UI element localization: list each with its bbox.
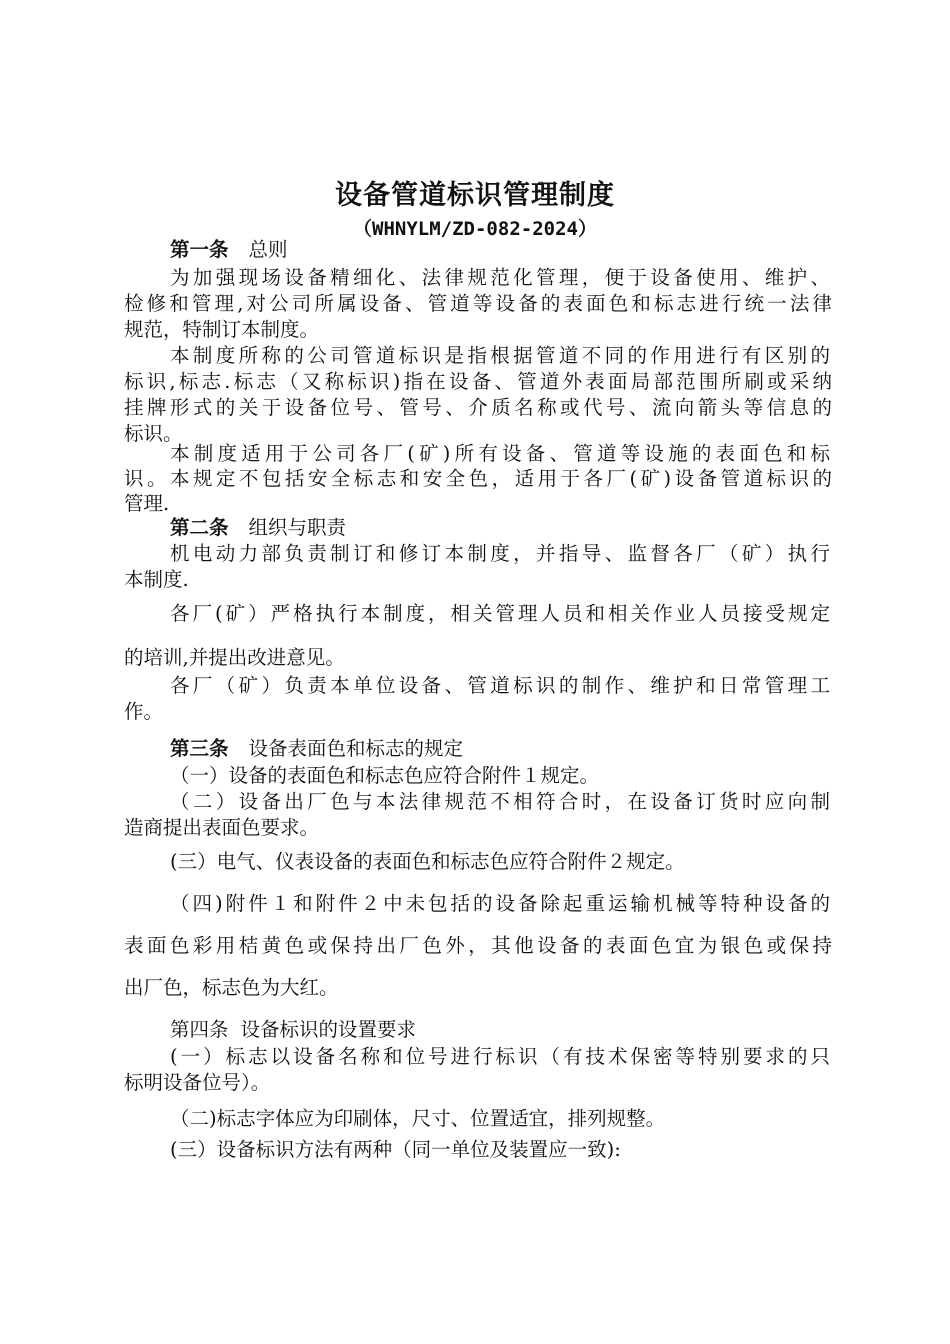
article-1-heading: 第一条 [170,238,229,261]
article-2-subheading: 组织与职责 [248,516,347,539]
article-4-heading: 第四条 [170,1018,229,1041]
paragraph-line: (三）电气、仪表设备的表面色和标志色应符合附件２规定。 [170,850,685,873]
paragraph-line: 标识,标志.标志（又称标识)指在设备、管道外表面局部范围所刷或采纳 [124,370,832,393]
document-title: 设备管道标识管理制度 [335,180,615,211]
article-3-subheading: 设备表面色和标志的规定 [248,737,464,760]
article-2-heading: 第二条 [170,516,229,539]
paragraph-line: 作。 [124,700,164,723]
paragraph-line: 挂牌形式的关于设备位号、管号、介质名称或代号、流向箭头等信息的 [124,396,832,419]
article-4-heading-line [170,1016,830,1044]
paragraph-line: （二）设备出厂色与本法律规范不相符合时，在设备订货时应向制 [170,790,830,813]
paragraph-line: 标明设备位号）。 [124,1071,271,1094]
paragraph-line: （一）设备的表面色和标志色应符合附件１规定。 [170,764,600,787]
paragraph-line: 本制度适用于公司各厂(矿)所有设备、管道等设施的表面色和标 [170,442,830,465]
paragraph-line: 表面色彩用桔黄色或保持出厂色外，其他设备的表面色宜为银色或保持 [124,934,832,957]
paragraph-line: （二)标志字体应为印刷体，尺寸、位置适宜，排列规整。 [170,1107,666,1130]
article-2-heading-line [170,514,830,542]
article-1-subheading: 总则 [248,238,288,261]
paragraph-line: 机电动力部负责制订和修订本制度，并指导、监督各厂（矿）执行 [170,542,830,565]
article-3-heading: 第三条 [170,737,229,760]
article-4-subheading: 设备标识的设置要求 [240,1018,417,1041]
paragraph-line: 各厂(矿）严格执行本制度，相关管理人员和相关作业人员接受规定 [170,602,830,625]
article-3-heading-line [170,735,830,763]
paragraph-line: 标识。 [124,422,183,445]
paragraph-line: 的培训,并提出改进意见。 [124,646,345,669]
paragraph-line: 检修和管理,对公司所属设备、管道等设备的表面色和标志进行统一法律 [124,292,832,315]
paragraph-line: 各厂（矿）负责本单位设备、管道标识的制作、维护和日常管理工 [170,674,830,697]
paragraph-line: 造商提出表面色要求。 [124,816,320,839]
paragraph-line: 管理. [124,492,170,515]
paragraph-line: 出厂色，标志色为大红。 [124,976,339,999]
article-1-heading-line [170,236,830,264]
document-code: （WHNYLM/ZD-082-2024） [353,218,597,240]
paragraph-line: (三）设备标识方法有两种（同一单位及装置应一致): [170,1138,621,1161]
paragraph-line: 为加强现场设备精细化、法律规范化管理，便于设备使用、维护、 [170,266,830,289]
paragraph-line: 识。本规定不包括安全标志和安全色，适用于各厂(矿)设备管道标识的 [124,467,832,490]
paragraph-line: (一）标志以设备名称和位号进行标识（有技术保密等特别要求的只 [170,1045,830,1068]
paragraph-line: 规范，特制订本制度。 [124,318,320,341]
paragraph-line: （四)附件１和附件２中未包括的设备除起重运输机械等特种设备的 [170,892,830,915]
paragraph-line: 本制度所称的公司管道标识是指根据管道不同的作用进行有区别的 [170,344,830,367]
paragraph-line: 本制度. [124,568,189,591]
